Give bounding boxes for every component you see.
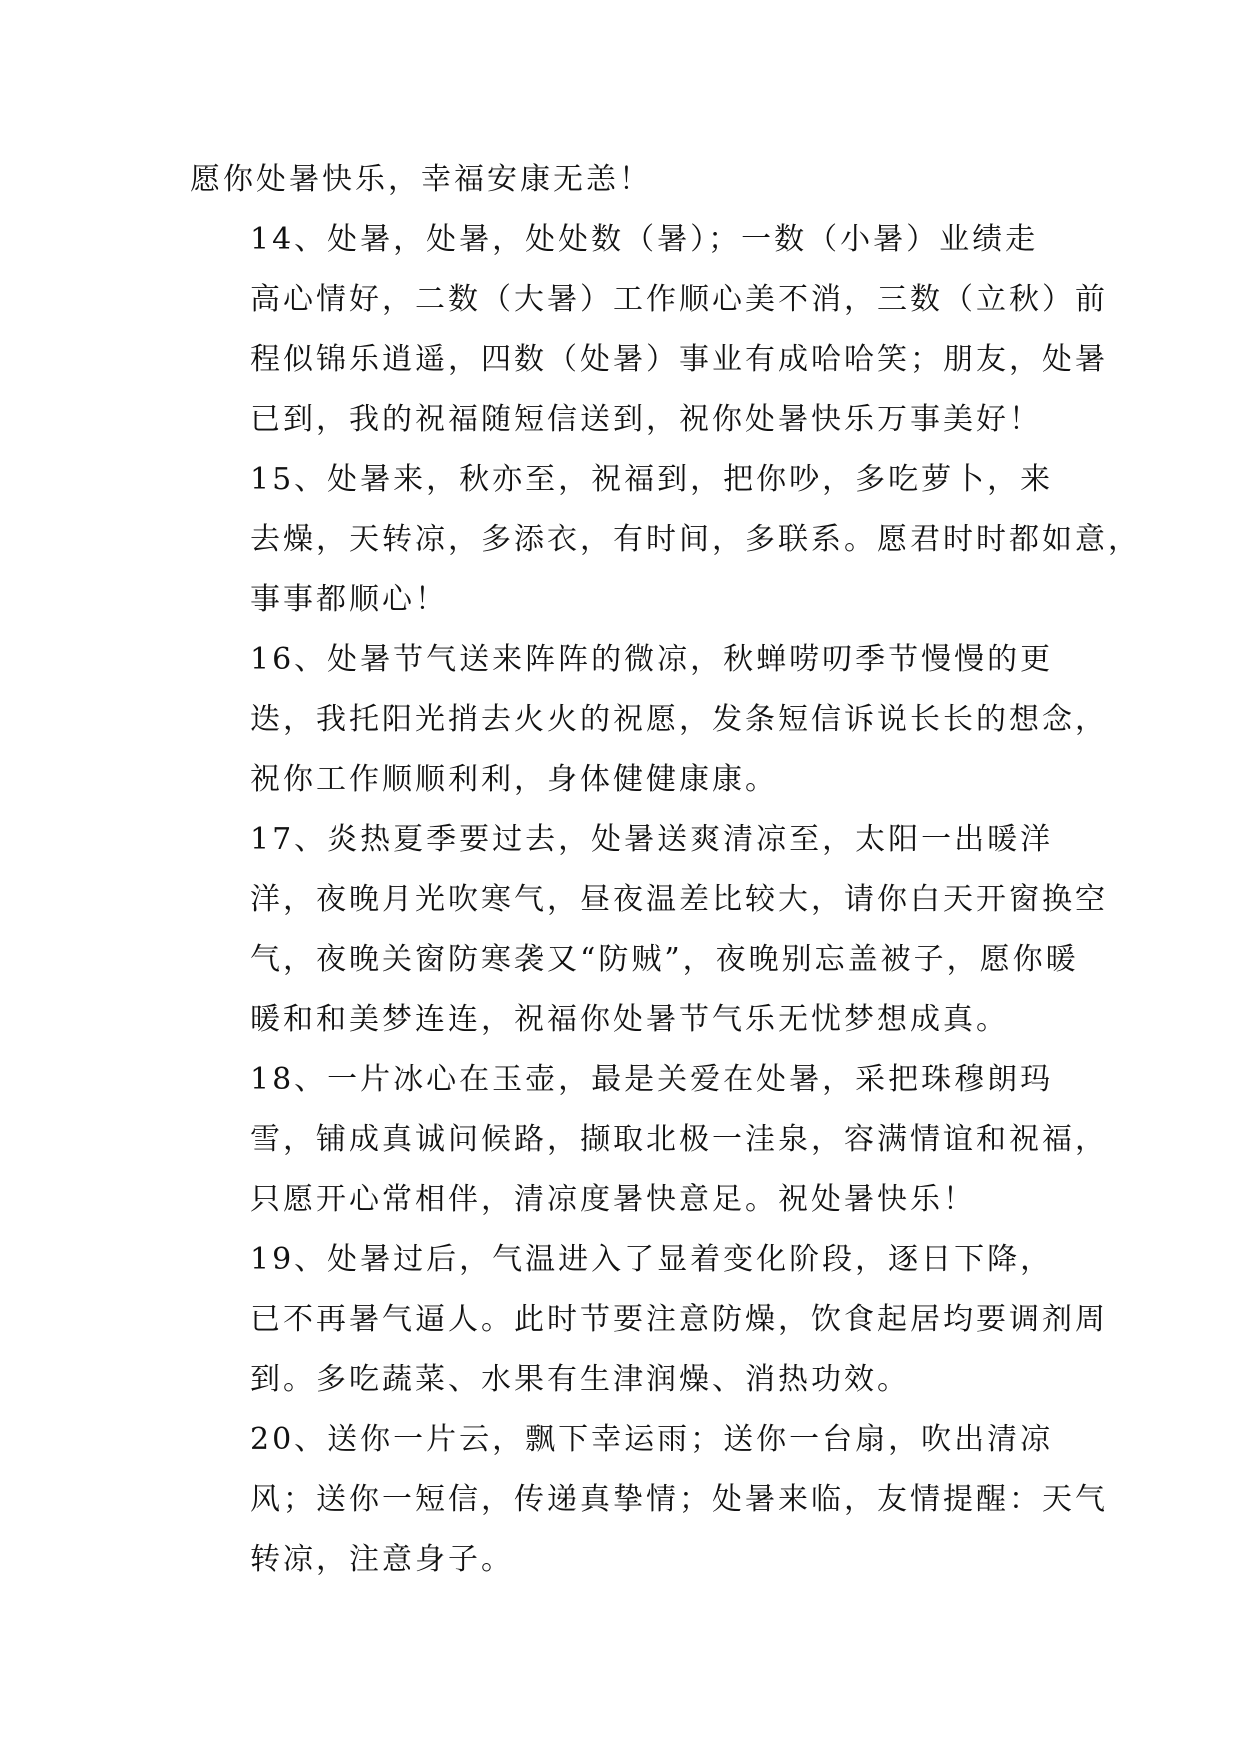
text-line: 雪，铺成真诚问候路，撷取北极一洼泉，容满情谊和祝福， <box>250 1122 1108 1157</box>
text-line: 18、一片冰心在玉壶，最是关爱在处暑，采把珠穆朗玛 <box>250 1062 1054 1097</box>
text-line: 洋，夜晚月光吹寒气，昼夜温差比较大，请你白天开窗换空 <box>250 882 1108 917</box>
paragraph-14 <box>190 210 1108 450</box>
text-line: 气，夜晚关窗防寒袭又“防贼”，夜晚别忘盖被子，愿你暖 <box>250 942 1079 977</box>
text-line: 15、处暑来，秋亦至，祝福到，把你吵，多吃萝卜，来 <box>250 462 1054 497</box>
text-line: 20、送你一片云，飘下幸运雨；送你一台扇，吹出清凉 <box>250 1422 1054 1457</box>
text-line: 转凉，注意身子。 <box>250 1542 514 1577</box>
text-line: 只愿开心常相伴，清凉度暑快意足。祝处暑快乐！ <box>250 1182 976 1217</box>
text-line: 程似锦乐逍遥，四数（处暑）事业有成哈哈笑；朋友，处暑 <box>250 342 1108 377</box>
paragraph-20 <box>190 1410 1108 1590</box>
text-line: 暖和和美梦连连，祝福你处暑节气乐无忧梦想成真。 <box>250 1002 1009 1037</box>
text-line: 19、处暑过后，气温进入了显着变化阶段，逐日下降， <box>250 1242 1054 1277</box>
paragraph-17 <box>190 810 1108 1050</box>
text-line: 事事都顺心！ <box>250 582 448 617</box>
paragraph-18 <box>190 1050 1108 1230</box>
text-line: 已不再暑气逼人。此时节要注意防燥，饮食起居均要调剂周 <box>250 1302 1108 1337</box>
text-line: 14、处暑，处暑，处处数（暑）；一数（小暑）业绩走 <box>250 222 1039 257</box>
document-body <box>190 150 1141 1590</box>
text-line: 已到，我的祝福随短信送到，祝你处暑快乐万事美好！ <box>250 402 1042 437</box>
text-line: 高心情好，二数（大暑）工作顺心美不消，三数（立秋）前 <box>250 282 1108 317</box>
text-line: 迭，我托阳光捎去火火的祝愿，发条短信诉说长长的想念， <box>250 702 1108 737</box>
text-line: 到。多吃蔬菜、水果有生津润燥、消热功效。 <box>250 1362 910 1397</box>
paragraph-15 <box>190 450 1141 630</box>
paragraph-19 <box>190 1230 1108 1410</box>
text-line: 去燥，天转凉，多添衣，有时间，多联系。愿君时时都如意， <box>250 522 1141 557</box>
text-line: 风；送你一短信，传递真挚情；处暑来临，友情提醒：天气 <box>250 1482 1108 1517</box>
text-line: 祝你工作顺顺利利，身体健健康康。 <box>250 762 778 797</box>
text-line: 愿你处暑快乐，幸福安康无恙！ <box>190 162 652 197</box>
text-line: 17、炎热夏季要过去，处暑送爽清凉至，太阳一出暖洋 <box>250 822 1054 857</box>
text-line: 16、处暑节气送来阵阵的微凉，秋蝉唠叨季节慢慢的更 <box>250 642 1054 677</box>
paragraph-closing-line <box>190 150 1055 210</box>
paragraph-16 <box>190 630 1108 810</box>
